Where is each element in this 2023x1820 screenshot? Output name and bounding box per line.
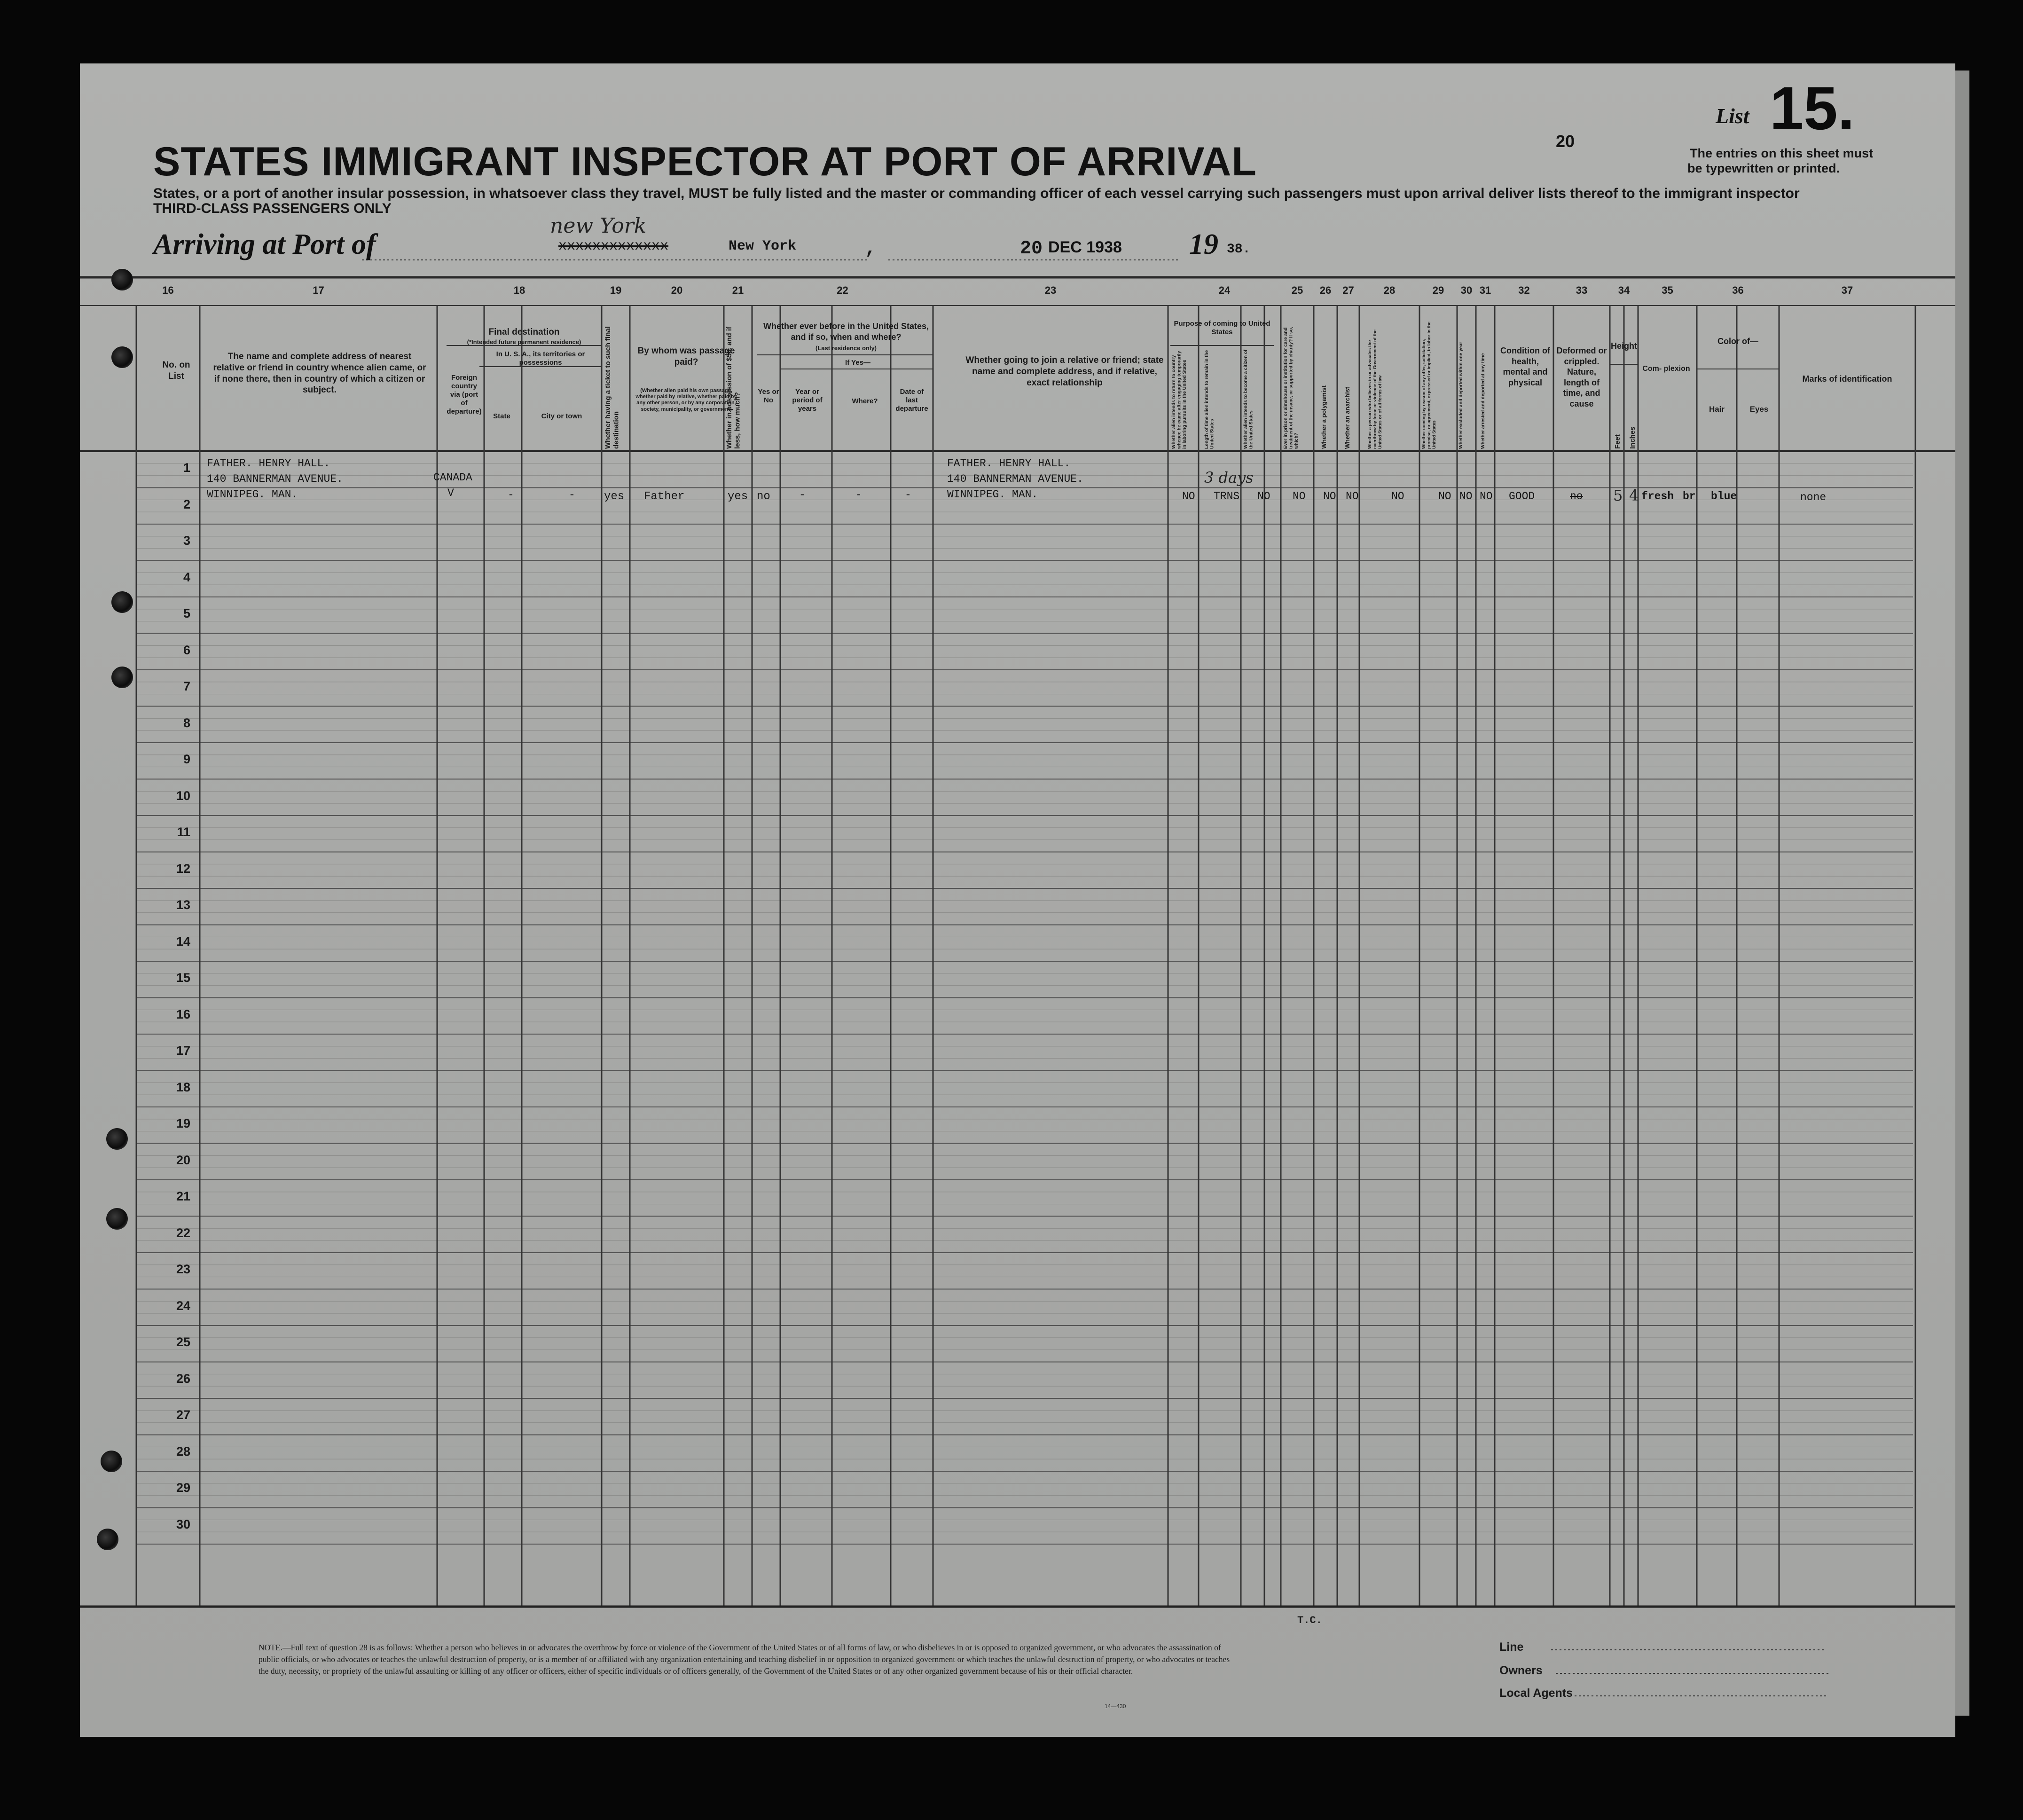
column-number: 34	[1618, 284, 1630, 296]
row-number: 11	[177, 825, 190, 839]
question-28-note: NOTE.—Full text of question 28 is as follows: Whether a person who believes in or advocates the overthrow by force or violence of the Government of the United States or of all forms of law, or who disbelieves in or is opposed to organized government, or who advocates the assassination of public officials, or who advocates or teaches the unlawful destruction of property, or is a member of or affiliated with any organization entertaining and teaching disbelief in or opposition to organized government or which teaches the unlawful destruction of property, or who advocates or teaches the duty, necessity, or propriety of the unlawful assaulting or killing of any officer or officers, either of specific individuals or of officers generally, of the Government of the United States or of any other organized government because of his or their official character.	[259, 1643, 1230, 1676]
form-code: 14—430	[1105, 1703, 1126, 1710]
row-number: 9	[183, 752, 190, 766]
punch-hole	[111, 591, 133, 613]
hdr-q30: Whether excluded and deported within one year	[1458, 342, 1464, 449]
row-number: 4	[183, 570, 190, 584]
punch-hole	[111, 269, 133, 290]
hdr-final-destination-note: (*Intended future permanent residence)	[467, 338, 581, 345]
punch-hole	[111, 346, 133, 368]
row-number: 3	[183, 533, 190, 548]
row-number: 10	[176, 788, 190, 803]
entry-marks: none	[1800, 491, 1827, 503]
entry-where: -	[855, 489, 862, 501]
punch-hole	[106, 1208, 128, 1230]
row-number: 5	[183, 606, 190, 620]
entry-ticket: yes	[604, 490, 625, 503]
year-suffix: 38.	[1227, 242, 1251, 257]
hdr-complexion: Com- plexion	[1642, 365, 1690, 373]
hdr-foreign-country: Foreign country via (port of departure)	[447, 374, 482, 416]
column-number: 30	[1460, 284, 1473, 296]
hdr-yes-no: Yes or No	[758, 388, 779, 404]
hdr-ticket: Whether having a ticket to such final destination	[604, 326, 620, 449]
row-number: 17	[176, 1043, 190, 1058]
entry-q30: NO	[1459, 490, 1473, 502]
entry-deformed: no	[1570, 490, 1583, 502]
port-struck: xxxxxxxxxxxxx	[558, 238, 669, 254]
hdr-q27: Whether an anarchist	[1344, 386, 1351, 449]
hdr-q25: Ever in prison or almshouse or institution for care and treatment of the insane, or supported by charity? If so, which?	[1283, 327, 1299, 449]
port-handwritten: new York	[550, 214, 647, 238]
date-day: 20	[1020, 238, 1043, 259]
entry-state: -	[508, 489, 514, 501]
hdr-marks: Marks of identification	[1802, 374, 1892, 384]
hdr-q26: Whether a polygamist	[1320, 385, 1327, 449]
hdr-year-period: Year or period of years	[792, 388, 823, 413]
hdr-eyes: Eyes	[1749, 405, 1769, 414]
footer-line-label: Line	[1499, 1640, 1524, 1654]
entry-inches: 4	[1629, 486, 1639, 504]
hdr-where: Where?	[852, 397, 878, 405]
hdr-condition: Condition of health, mental and physical	[1500, 346, 1550, 387]
row-number: 19	[176, 1116, 190, 1130]
row-number: 30	[176, 1517, 190, 1531]
row-number: 6	[183, 643, 190, 657]
column-number: 32	[1518, 284, 1530, 296]
entry-relative	[207, 456, 343, 502]
sheet-edge	[1955, 71, 1969, 1716]
entry-eyes: blue	[1711, 490, 1737, 502]
entry-paid-by: Father	[644, 490, 685, 503]
column-number: 22	[837, 284, 848, 296]
footer-local-agents-label: Local Agents	[1499, 1687, 1573, 1700]
column-number: 17	[313, 284, 324, 296]
row-number: 18	[176, 1080, 190, 1094]
entry-condition: GOOD	[1509, 490, 1535, 502]
punch-hole	[97, 1529, 118, 1550]
relative-line-1: FATHER. HENRY HALL.	[207, 457, 330, 470]
hdr-ever-before-note: (Last residence only)	[815, 345, 877, 352]
hdr-color-of: Color of—	[1717, 337, 1758, 346]
hdr-join-relative: Whether going to join a relative or friend; state name and complete address, and if relative, exact relationship	[965, 355, 1164, 388]
row-number: 20	[176, 1153, 190, 1167]
hdr-q29: Whether coming by reason of any offer, solicitation, promise, or agreement, expressed or implied, to labor in the United States	[1421, 322, 1437, 449]
hdr-possession-50: Whether in possession of $50, and if less, how much?	[725, 326, 742, 449]
entry-feet: 5	[1613, 486, 1623, 504]
column-number: 33	[1576, 284, 1588, 296]
row-number: 8	[183, 715, 190, 730]
entry-foreign-mark: V	[447, 487, 454, 499]
arriving-label: Arriving at Port of	[153, 228, 376, 260]
hdr-city: City or town	[541, 412, 582, 420]
entry-year-period: -	[799, 489, 806, 501]
port-typed: New York	[729, 238, 797, 254]
punch-hole	[111, 667, 133, 688]
column-number: 16	[162, 284, 174, 296]
hdr-inches: Inches	[1629, 426, 1637, 449]
column-number: 21	[732, 284, 744, 296]
row-number: 22	[176, 1225, 190, 1240]
entry-ever-before: no	[757, 490, 770, 503]
comma: ,	[865, 238, 877, 259]
entry-city: -	[569, 489, 575, 501]
hdr-q28: Whether a person who believes in or advocates the overthrow by force or violence of the Government of the United States or of all forms of law	[1367, 329, 1383, 449]
row-number: 12	[176, 861, 190, 876]
form-title: STATES IMMIGRANT INSPECTOR AT PORT OF ARRIVAL	[153, 139, 1257, 184]
entries-note-2: be typewritten or printed.	[1687, 161, 1840, 175]
column-number: 36	[1732, 284, 1744, 296]
relative-line-2: 140 BANNERMAN AVENUE.	[207, 473, 343, 485]
entry-stay-length: TRNS	[1214, 490, 1240, 502]
entry-complexion: fresh	[1641, 490, 1674, 502]
list-label: List	[1716, 104, 1749, 128]
row-number: 7	[183, 679, 190, 693]
entry-q25: NO	[1293, 490, 1306, 502]
column-number: 25	[1291, 284, 1303, 296]
entry-foreign-country: CANADA	[433, 471, 472, 484]
hdr-purpose: Purpose of coming to United States	[1174, 320, 1270, 336]
column-number: 19	[610, 284, 622, 296]
entry-q27: NO	[1346, 490, 1359, 502]
form-ruling	[80, 63, 1955, 1737]
hdr-no-on-list: No. on List	[162, 360, 190, 381]
hdr-if-yes: If Yes—	[845, 359, 870, 367]
column-number: 37	[1841, 284, 1853, 296]
hdr-last-departure: Date of last departure	[895, 388, 928, 413]
hdr-height: Height	[1611, 341, 1637, 351]
hdr-in-us: In U. S. A., its territories or possessions	[496, 350, 585, 367]
row-number: 1	[183, 461, 190, 475]
row-number: 14	[176, 934, 190, 949]
hdr-nearest-relative: The name and complete address of nearest relative or friend in country whence alien came, or if none there, then in country of which a citizen or subject.	[213, 352, 426, 395]
row-number: 28	[176, 1444, 190, 1459]
row-number: 13	[176, 898, 190, 912]
date-stamp: DEC 1938	[1048, 238, 1122, 256]
hdr-q31: Whether arrested and deported at any time	[1481, 353, 1486, 449]
hdr-hair: Hair	[1709, 405, 1725, 414]
row-number: 26	[176, 1371, 190, 1386]
column-number: 23	[1044, 284, 1057, 296]
entry-possession: yes	[728, 490, 748, 503]
row-number: 2	[183, 497, 190, 511]
year-prefix: 19	[1189, 228, 1218, 260]
entry-q29: NO	[1438, 490, 1451, 502]
punch-hole	[106, 1128, 128, 1150]
hdr-paid-by-note: (Whether alien paid his own passage, whether paid by relative, whether paid by any other person, or by any corporation, society, municipality, or government)	[635, 388, 737, 412]
hdr-purpose-a: Whether alien intends to return to country whence he came after engaging temporarily in laboring pursuits in the United States	[1171, 351, 1187, 449]
row-number: 21	[176, 1189, 190, 1203]
entry-stay-hand: 3 days	[1204, 469, 1254, 486]
join-line-1: FATHER. HENRY HALL.	[947, 457, 1071, 470]
entry-purpose-return: NO	[1182, 490, 1195, 502]
hdr-ever-before: Whether ever before in the United States, and if so, when and where?	[763, 322, 929, 342]
footer-tc: T.C.	[1297, 1615, 1322, 1626]
entries-note-1: The entries on this sheet must	[1690, 146, 1874, 160]
page-stamp: 20	[1556, 132, 1575, 151]
join-line-3: WINNIPEG. MAN.	[947, 488, 1038, 501]
join-line-2: 140 BANNERMAN AVENUE.	[947, 473, 1083, 485]
column-number: 18	[513, 284, 525, 296]
column-number: 35	[1662, 284, 1673, 296]
entry-hair: br	[1683, 490, 1696, 502]
entry-q28: NO	[1391, 490, 1404, 502]
row-number: 29	[176, 1481, 190, 1495]
entry-join	[947, 456, 1083, 502]
column-number: 24	[1218, 284, 1231, 296]
hdr-paid-by: By whom was passage paid?	[637, 346, 735, 367]
manifest-sheet	[80, 63, 1955, 1737]
entry-last-departure: -	[905, 489, 911, 501]
relative-line-3: WINNIPEG. MAN.	[207, 488, 298, 501]
hdr-purpose-b: Length of time alien intends to remain in the United States	[1204, 350, 1215, 449]
column-number: 27	[1342, 284, 1354, 296]
hdr-feet: Feet	[1614, 434, 1622, 449]
hdr-deformed: Deformed or crippled. Nature, length of time, and cause	[1556, 346, 1607, 408]
hdr-purpose-c: Whether alien intends to become a citizen of the United States	[1243, 349, 1254, 449]
column-number: 26	[1319, 284, 1332, 296]
row-number: 27	[176, 1408, 190, 1422]
row-number: 25	[176, 1335, 190, 1349]
list-number: 15.	[1770, 74, 1855, 142]
entry-citizen: NO	[1257, 490, 1270, 502]
hdr-final-destination: Final destination	[488, 327, 560, 337]
form-subtitle: States, or a port of another insular possession, in whatsoever class they travel, MUST be fully listed and the master or commanding officer of each vessel carrying such passengers must upon arrival deliver lists thereof to the immigrant inspector	[153, 186, 1800, 201]
column-number: 20	[671, 284, 683, 296]
column-number: 31	[1479, 284, 1491, 296]
row-number: 15	[176, 971, 190, 985]
column-number: 28	[1383, 284, 1396, 296]
entry-q31: NO	[1480, 490, 1493, 502]
hdr-state: State	[493, 412, 510, 420]
row-number: 23	[176, 1262, 190, 1276]
punch-hole	[101, 1451, 122, 1472]
entry-q26: NO	[1323, 490, 1336, 502]
row-number: 24	[176, 1298, 190, 1313]
column-number: 29	[1432, 284, 1444, 296]
row-number: 16	[176, 1007, 190, 1021]
third-class-note: THIRD-CLASS PASSENGERS ONLY	[153, 201, 392, 216]
footer-owners-label: Owners	[1499, 1664, 1543, 1677]
